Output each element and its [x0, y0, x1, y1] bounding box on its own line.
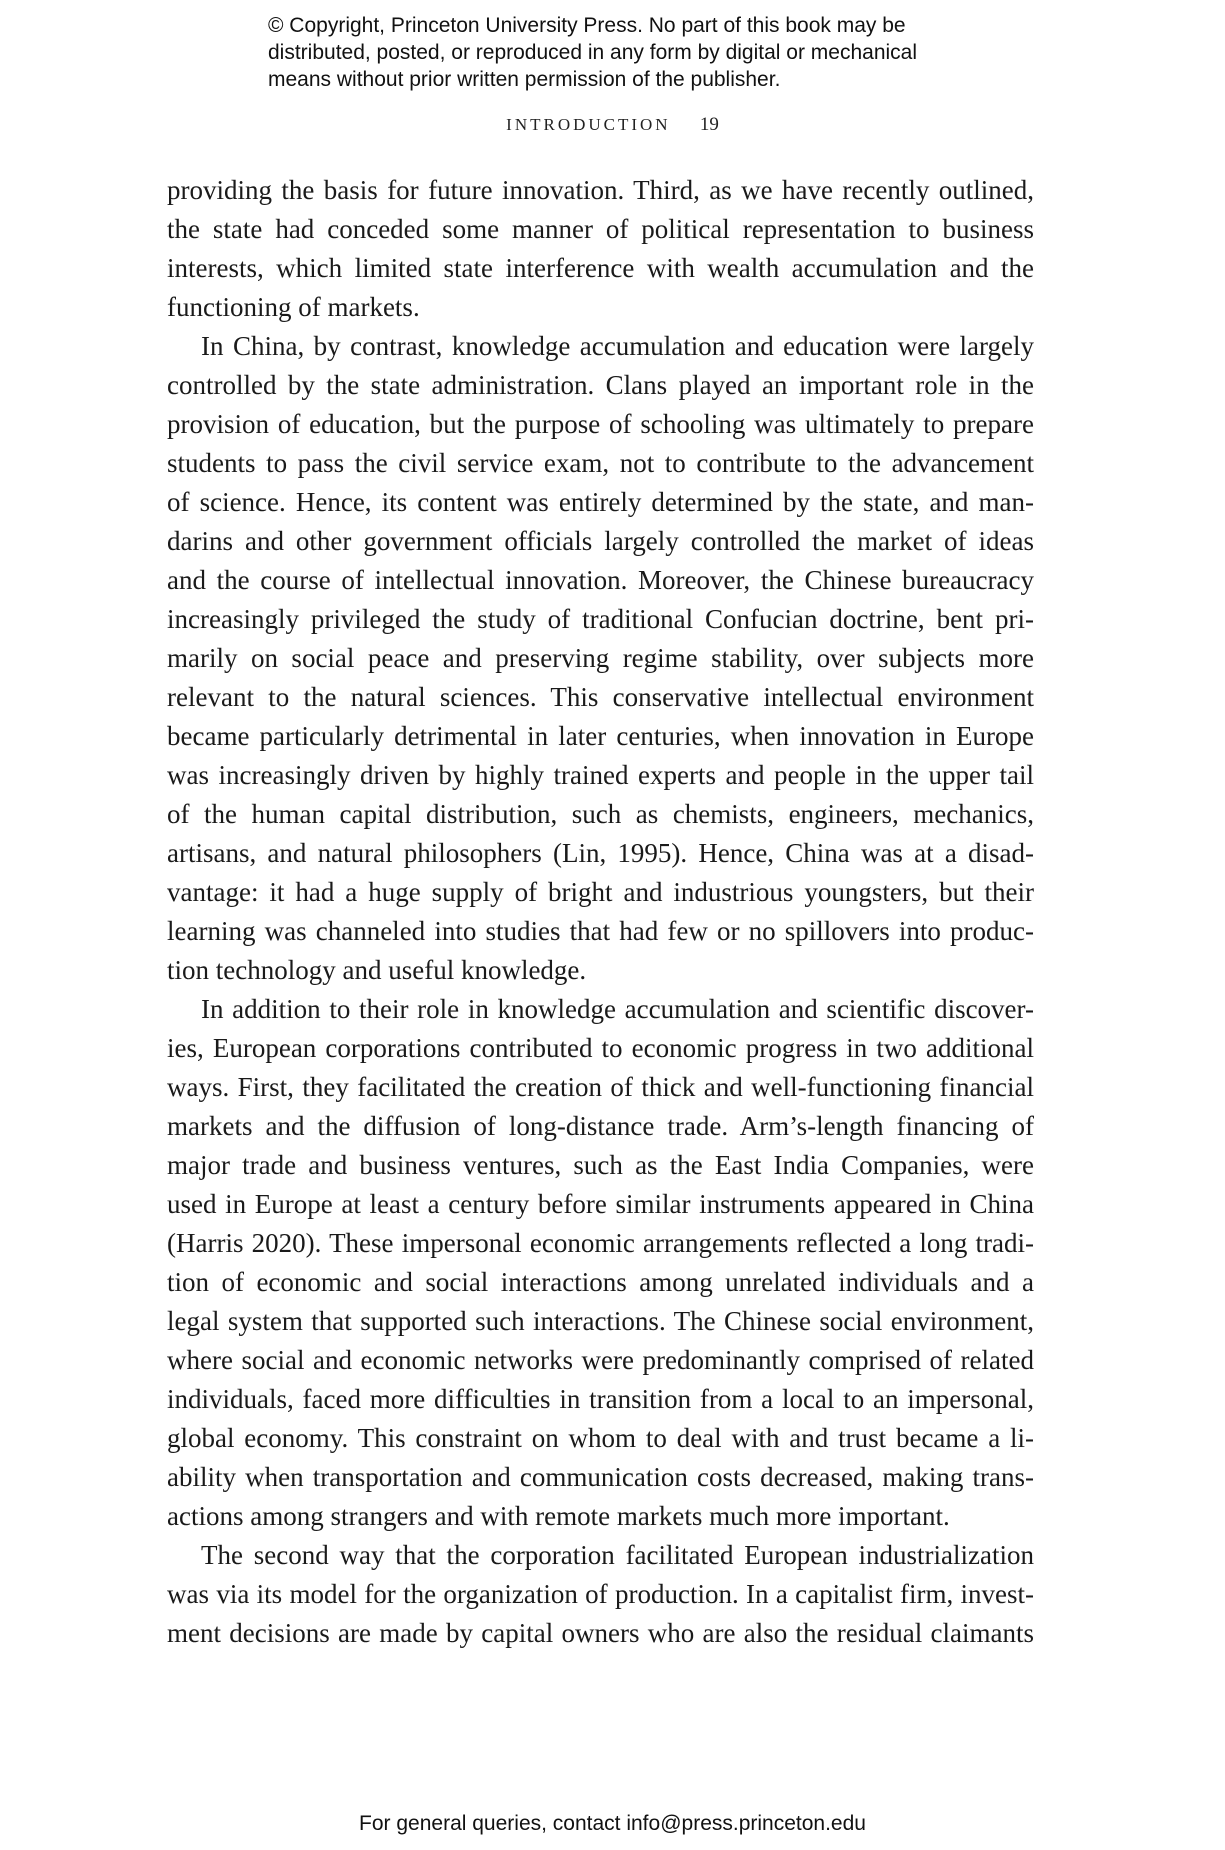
text-line: artisans, and natural philosophers (Lin, 1995). Hence, China was at a disad- [167, 838, 1034, 868]
text-line: darins and other government officials largely controlled the market of ideas [167, 526, 1034, 556]
text-line: was via its model for the organization of production. In a capitalist firm, invest- [167, 1579, 1034, 1609]
text-line: marily on social peace and preserving regime stability, over subjects more [167, 643, 1034, 673]
text-line: ies, European corporations contributed to economic progress in two additional [167, 1033, 1034, 1063]
text-line: In China, by contrast, knowledge accumulation and education were largely [201, 331, 1034, 361]
copyright-line: © Copyright, Princeton University Press. No part of this book may be [268, 14, 906, 37]
text-line: major trade and business ventures, such as the East India Companies, were [167, 1150, 1034, 1180]
footer-contact: For general queries, contact info@press.princeton.edu [359, 1812, 866, 1835]
body-text [167, 171, 1034, 1653]
text-line: The second way that the corporation facilitated European industrialization [201, 1540, 1034, 1570]
text-line: tion technology and useful knowledge. [167, 955, 587, 985]
text-line: global economy. This constraint on whom to deal with and trust became a li- [167, 1423, 1034, 1453]
text-line: (Harris 2020). These impersonal economic arrangements reflected a long tradi- [167, 1228, 1034, 1258]
text-line: In addition to their role in knowledge accumulation and scientific discover- [201, 994, 1034, 1024]
text-line: where social and economic networks were predominantly comprised of related [167, 1345, 1034, 1375]
text-line: tion of economic and social interactions among unrelated individuals and a [167, 1267, 1034, 1297]
text-line: provision of education, but the purpose of schooling was ultimately to prepare [167, 409, 1034, 439]
text-line: the state had conceded some manner of political representation to business [167, 214, 1034, 244]
text-line: functioning of markets. [167, 292, 420, 322]
copyright-line: distributed, posted, or reproduced in any form by digital or mechanical [268, 41, 918, 64]
text-line: actions among strangers and with remote markets much more important. [167, 1501, 950, 1531]
page-number: 19 [699, 114, 719, 135]
text-line: students to pass the civil service exam, not to contribute to the advancement [167, 448, 1034, 478]
text-line: individuals, faced more difficulties in transition from a local to an impersonal, [167, 1384, 1034, 1414]
text-line: ability when transportation and communication costs decreased, making trans- [167, 1462, 1034, 1492]
text-line: controlled by the state administration. Clans played an important role in the [167, 370, 1034, 400]
text-line: markets and the diffusion of long-distance trade. Arm’s-length financing of [167, 1111, 1034, 1141]
text-line: learning was channeled into studies that had few or no spillovers into produc- [167, 916, 1034, 946]
running-head-title: INTRODUCTION [506, 115, 671, 134]
copyright-notice [268, 12, 1028, 93]
text-line: increasingly privileged the study of traditional Confucian doctrine, bent pri- [167, 604, 1034, 634]
copyright-line: means without prior written permission of the publisher. [268, 68, 781, 91]
text-line: was increasingly driven by highly trained experts and people in the upper tail [167, 760, 1034, 790]
text-line: providing the basis for future innovation. Third, as we have recently outlined, [167, 175, 1034, 205]
text-line: interests, which limited state interference with wealth accumulation and the [167, 253, 1034, 283]
running-head [0, 114, 1225, 136]
text-line: became particularly detrimental in later centuries, when innovation in Europe [167, 721, 1034, 751]
text-line: of science. Hence, its content was entirely determined by the state, and man- [167, 487, 1034, 517]
text-line: ment decisions are made by capital owners who are also the residual claimants [167, 1618, 1034, 1648]
text-line: legal system that supported such interactions. The Chinese social environment, [167, 1306, 1034, 1336]
text-line: vantage: it had a huge supply of bright and industrious youngsters, but their [167, 877, 1034, 907]
text-line: relevant to the natural sciences. This conservative intellectual environment [167, 682, 1034, 712]
text-line: used in Europe at least a century before similar instruments appeared in China [167, 1189, 1034, 1219]
text-line: and the course of intellectual innovation. Moreover, the Chinese bureaucracy [167, 565, 1034, 595]
text-line: ways. First, they facilitated the creation of thick and well-functioning financial [167, 1072, 1034, 1102]
text-line: of the human capital distribution, such as chemists, engineers, mechanics, [167, 799, 1034, 829]
